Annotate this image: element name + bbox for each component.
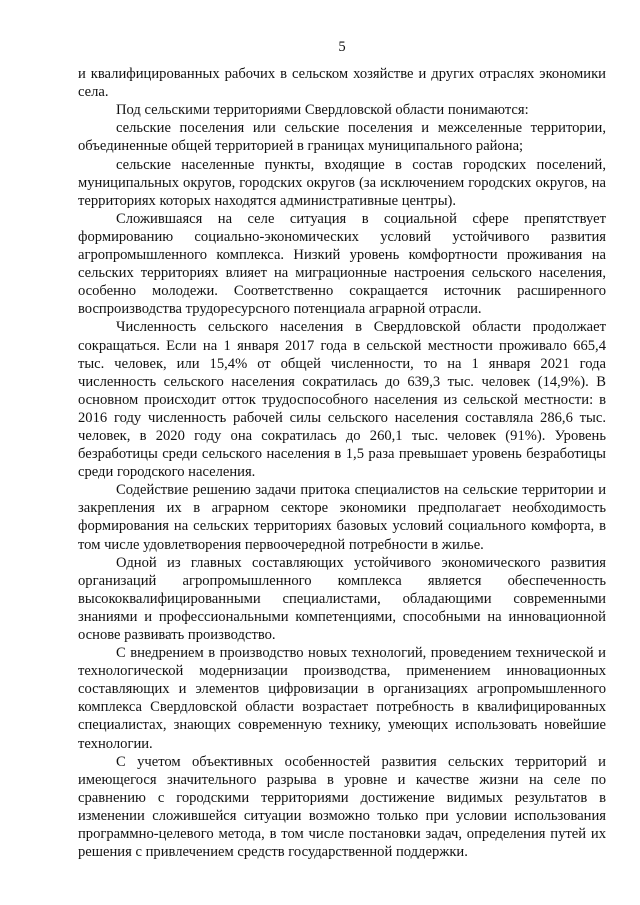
paragraph-social-situation: Сложившаяся на селе ситуация в социальной сфере препятствует формированию социально-экономических условий устойчивого развития агропромышленного комплекса. Низкий уровень комфортности проживания на сельских территориях влияет на миграционные настроения сельского населения, особенно молодежи. Соответственно сокращается источник расширенного воспроизводства трудоресурсного потенциала аграрной отрасли. xyxy=(78,210,606,318)
paragraph-new-technologies: С внедрением в производство новых технологий, проведением технической и технологической модернизации производства, применением инновационных составляющих и элементов цифровизации в организациях агропромышленного комплекса Свердловской области возрастает потребность в квалифицированных специалистах, знающих современную технику, умеющих использовать новейшие технологии. xyxy=(78,645,606,752)
paragraph-specialists-inflow: Содействие решению задачи притока специалистов на сельские территории и закрепления их в аграрном секторе экономики предполагает необходимость формирования на сельских территориях базовых условий социального комфорта, в том числе удовлетворения первоочередной потребности в жилье. xyxy=(78,482,606,553)
document-page xyxy=(78,38,606,861)
page-number: 5 xyxy=(338,39,346,55)
paragraph-rural-territories-definition: Под сельскими территориями Свердловской области понимаются: xyxy=(116,102,529,119)
paragraph-program-method: С учетом объективных особенностей развития сельских территорий и имеющегося значительного разрыва в уровне и качестве жизни на селе по сравнению с городскими территориями достижение видимых результатов в изменении сложившейся ситуации возможно только при условии использования программно-целевого метода, в том числе постановки задач, определения путей их решения с привлечением средств государственной поддержки. xyxy=(78,753,606,861)
paragraph-rural-localities: сельские населенные пункты, входящие в состав городских поселений, муниципальных округов, городских округов (за исключением городских округов, на территориях которых находятся административные центры). xyxy=(78,156,606,209)
paragraph-rural-settlements: сельские поселения или сельские поселения и межселенные территории, объединенные общей территорией в границах муниципального района; xyxy=(78,120,606,155)
paragraph-continuation: и квалифицированных рабочих в сельском хозяйстве и других отраслях экономики села. xyxy=(78,66,606,101)
paragraph-qualified-specialists: Одной из главных составляющих устойчивого экономического развития организаций агропромышленного комплекса является обеспеченность высококвалифицированными специалистами, обладающими современными знаниями и профессиональными компетенциями, способными на инновационной основе развивать производство. xyxy=(78,554,606,643)
paragraph-population-decline: Численность сельского населения в Свердловской области продолжает сокращаться. Если на 1 января 2017 года в сельской местности проживало 665,4 тыс. человек, или 15,4% от общей численности, то на 1 января 2021 года численность сельского населения сократилась до 639,3 тыс. человек (14,9%). В основном происходит отток трудоспособного населения из сельской местности: в 2016 году численность рабочей силы сельского населения составляла 286,6 тыс. человек, в 2020 году она сократилась до 260,1 тыс. человек (91%). Уровень безработицы среди сельского населения в 1,5 раза превышает уровень безработицы среди городского населения. xyxy=(78,319,606,481)
